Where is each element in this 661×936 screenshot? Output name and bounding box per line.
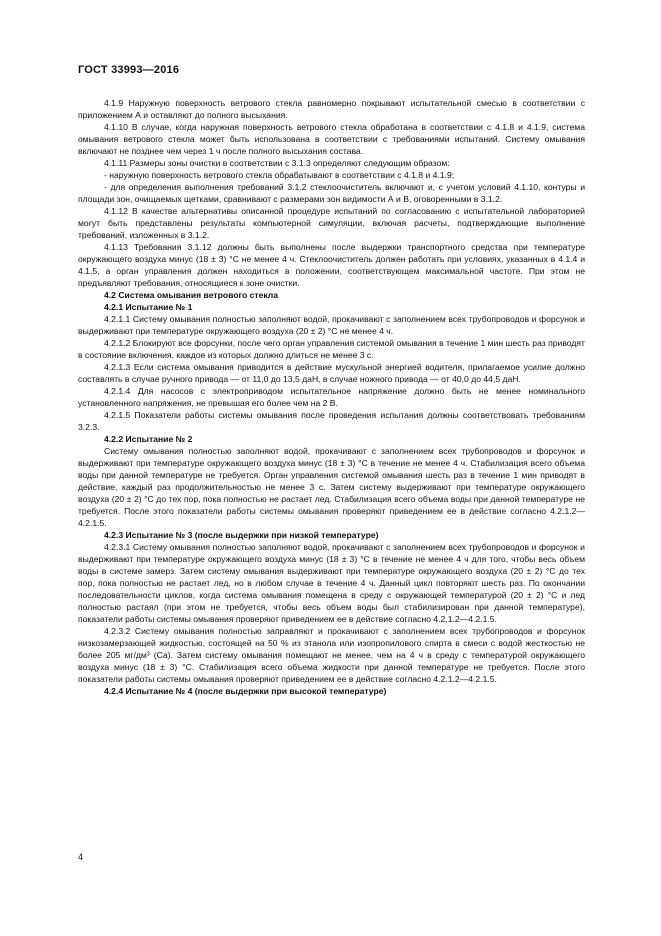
section-heading-4-2-2: 4.2.2 Испытание № 2: [104, 434, 193, 444]
paragraph-4-1-10: 4.1.10 В случае, когда наружная поверхность ветрового стекла обработана в соответствии с 4.1.8 и 4.1.9, система омывания ветрового стекла может быть использована в соответствии с требованиями испытаний. Систему омывания включают не позднее чем через 1 ч после полного высыхания состава.: [78, 122, 585, 156]
section-heading-4-2-1: 4.2.1 Испытание № 1: [104, 302, 193, 312]
section-heading-4-2-3: 4.2.3 Испытание № 3 (после выдержки при низкой температуре): [104, 530, 379, 540]
paragraph-4-2-2: Систему омывания полностью заполняют водой, прокачивают с заполнением всех трубопроводов и форсунок и выдерживают при температуре окружающего воздуха минус (18 ± 3) °С в течение не менее 4 ч. Стабилизация всего объема воды при данной температуре не требуется. Орган управления системой омывания шесть раз в течение 1 мин приводят в действие, каждый раз продолжительностью не менее 3 с. Затем систему выдерживают при температуре окружающего воздуха (20 ± 2) °С до тех пор, пока полностью не растает лед. Стабилизация всего объема воды при данной температуре не требуется. После этого показатели работы системы омывания проверяют приведением ее в действие согласно 4.2.1.2—4.2.1.5.: [78, 446, 585, 528]
section-heading-4-2-4: 4.2.4 Испытание № 4 (после выдержки при высокой температуре): [104, 686, 387, 696]
list-item-2: - для определения выполнения требований 3.1.2 стеклоочиститель включают и, с учетом условий 4.1.10, контуры и площади зон, очищаемых щетками, сравнивают с размерами зон видимости А и В, оговоренными в 3.1.2.: [78, 182, 585, 204]
list-item-1: - наружную поверхность ветрового стекла обрабатывают в соответствии с 4.1.8 и 4.1.9;: [104, 170, 455, 180]
paragraph-4-2-1-2: 4.2.1.2 Блокируют все форсунки, после чего орган управления системой омывания в течение 1 мин шесть раз приводят в состояние включения, каждое из которых должно длиться не менее 3 с.: [78, 338, 585, 360]
standard-header: ГОСТ 33993—2016: [78, 64, 180, 76]
paragraph-4-2-1-4: 4.2.1.4 Для насосов с электроприводом испытательное напряжение должно быть не менее номинального установленного напряжения, не превышая его более чем на 2 В.: [78, 386, 585, 408]
section-heading-4-2: 4.2 Система омывания ветрового стекла: [104, 290, 279, 300]
paragraph-4-1-9: 4.1.9 Наружную поверхность ветрового стекла равномерно покрывают испытательной смесью в соответствии с приложением А и оставляют до полного высыхания.: [78, 98, 585, 120]
document-body: [78, 97, 585, 697]
page-number: 4: [78, 852, 84, 862]
paragraph-4-1-12: 4.1.12 В качестве альтернативы описанной процедуре испытаний по согласованию с испытательной лабораторией могут быть представлены результаты компьютерной симуляции, включая расчеты, подтверждающие выполнение требований, изложенных в 3.1.2.: [78, 206, 585, 240]
paragraph-4-2-3-2: 4.2.3.2 Систему омывания полностью заправляют и прокачивают с заполнением всех трубопроводов и форсунок низкозамерзающей жидкостью, состоящей на 50 % из этанола или изопропилового спирта в смеси с водой жесткостью не более 205 мг/дм³ (Са). Затем систему омывания помещают не менее, чем на 4 ч в среду с температурой окружающего воздуха минус (18 ± 3) °С. Стабилизация всего объема жидкости при данной температуре не требуется. После этого показатели работы системы омывания проверяют приведением ее в действие согласно 4.2.1.2—4.2.1.5.: [78, 626, 585, 684]
paragraph-4-2-1-3: 4.2.1.3 Если система омывания приводится в действие мускульной энергией водителя, прилагаемое усилие должно составлять в случае ручного привода — от 11,0 до 13,5 даН, в случае ножного привода — от 40,0 до 44,5 даН.: [78, 362, 585, 384]
paragraph-4-2-1-5: 4.2.1.5 Показатели работы системы омывания после проведения испытания должны соответствовать требованиям 3.2.3.: [78, 410, 585, 432]
paragraph-4-1-11: 4.1.11 Размеры зоны очистки в соответствии с 3.1.3 определяют следующим образом:: [104, 158, 450, 168]
paragraph-4-2-1-1: 4.2.1.1 Систему омывания полностью заполняют водой, прокачивают с заполнением всех трубопроводов и форсунок и выдерживают при температуре окружающего воздуха (20 ± 2) °С не менее 4 ч.: [78, 314, 585, 336]
paragraph-4-2-3-1: 4.2.3.1 Систему омывания полностью заполняют водой, прокачивают с заполнением всех трубопроводов и форсунок и выдерживают при температуре окружающего воздуха минус (18 ± 3) °С в течение не менее 4 ч для того, чтобы весь объем воды в системе замерз. Затем систему омывания выдерживают при температуре окружающего воздуха (20 ± 2) °С до тех пор, пока полностью не растает лед, но в любом случае в течение 4 ч. Данный цикл повторяют шесть раз. По окончании последовательности циклов, когда система омывания помещена в среду с окружающей температурой (20 ± 2) °С и лед полностью растаял (при этом не требуется, чтобы весь объем воды был стабилизирован при данной температуре), показатели работы системы омывания проверяют приведением ее в действие согласно 4.2.1.2—4.2.1.5.: [78, 542, 585, 624]
paragraph-4-1-13: 4.1.13 Требования 3.1.12 должны быть выполнены после выдержки транспортного средства при температуре окружающего воздуха минус (18 ± 3) °С не менее 4 ч. Стеклоочиститель должен работать при условиях, указанных в 4.1.4 и 4.1.5, а орган управления должен находиться в положении, соответствующем максимальной частоте. При этом не предъявляют требования, относящиеся к зоне очистки.: [78, 242, 585, 288]
